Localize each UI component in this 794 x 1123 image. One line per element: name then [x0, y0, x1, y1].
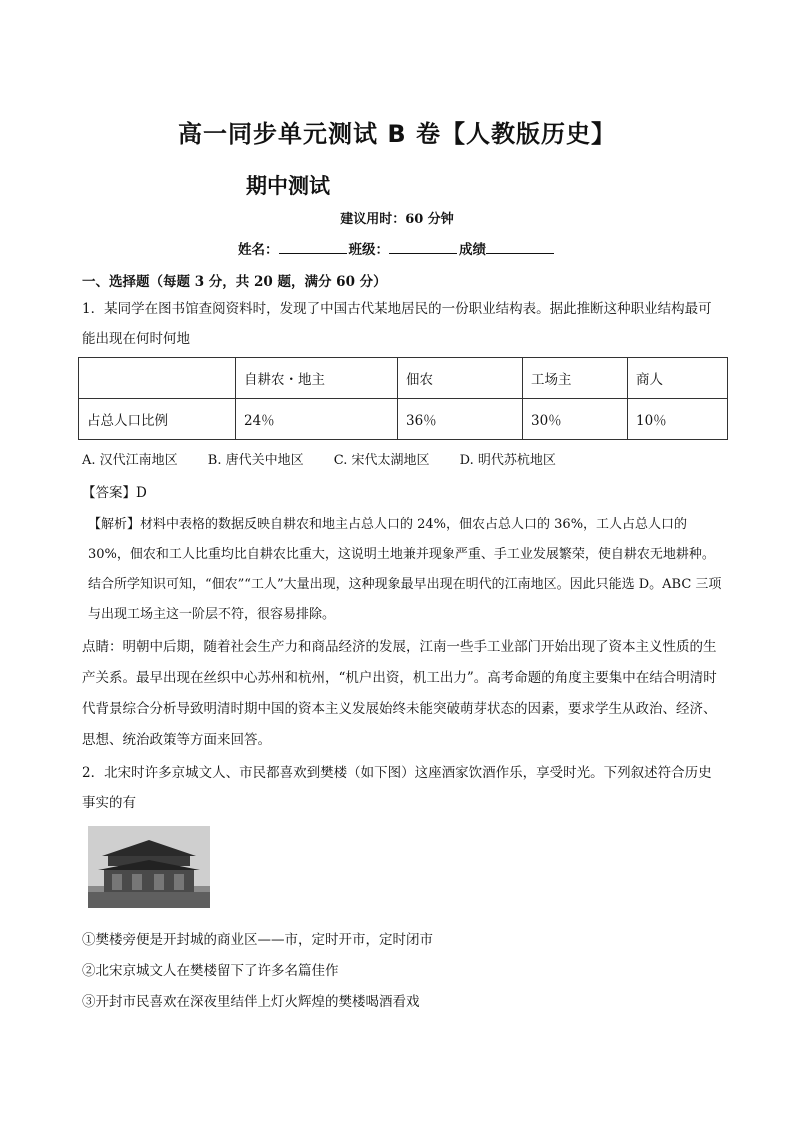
- question-1-stem: 1．某同学在图书馆查阅资料时，发现了中国古代某地居民的一份职业结构表。据此推断这种职业结构最可能出现在何时何地: [82, 301, 712, 347]
- question-1-answer: 【答案】D: [82, 485, 147, 501]
- suggested-time: 建议用时：60 分钟: [340, 212, 454, 227]
- table-row-label: 占总人口比例: [79, 399, 236, 440]
- score-label: 成绩: [459, 242, 486, 258]
- question-2-stem: 2．北宋时许多京城文人、市民都喜欢到樊楼（如下图）这座酒家饮酒作乐，享受时光。下列叙述符合历史事实的有: [82, 765, 712, 811]
- question-1-analysis: 【解析】材料中表格的数据反映自耕农和地主占总人口的 24%，佃农占总人口的 36%，工人占总人口的 30%，佃农和工人比重均比自耕农比重大，这说明土地兼并现象严重、手工业发展繁荣，使自耕农无地耕种。结合所学知识可知，“佃农”“工人”大量出现，这种现象最早出现在明代的江南地区。因此只能选 D。ABC 三项与出现工场主这一阶层不符，很容易排除。: [88, 517, 722, 622]
- table-header-row: [79, 358, 728, 399]
- statement-1: ①樊楼旁便是开封城的商业区——市，定时开市，定时闭市: [82, 932, 433, 948]
- name-blank[interactable]: [279, 241, 347, 254]
- section-heading: 一、选择题（每题 3 分，共 20 题，满分 60 分）: [82, 274, 387, 290]
- option-d[interactable]: D. 明代苏杭地区: [459, 453, 556, 468]
- statement-3: ③开封市民喜欢在深夜里结伴上灯火辉煌的樊楼喝酒看戏: [82, 994, 420, 1010]
- student-info-row: [0, 238, 794, 258]
- fan-tower-photo: [88, 826, 210, 908]
- exam-subtitle: 期中测试: [246, 174, 330, 198]
- question-1-note: 点睛：明朝中后期，随着社会生产力和商品经济的发展，江南一些手工业部门开始出现了资本主义性质的生产关系。最早出现在丝织中心苏州和杭州，“机户出资，机工出力”。高考命题的角度主要集中在结合明清时代背景综合分析导致明清时期中国的资本主义发展始终未能突破萌芽状态的因素，要求学生从政治、经济、思想、统治政策等方面来回答。: [82, 639, 717, 748]
- option-b[interactable]: B. 唐代关中地区: [207, 453, 304, 468]
- option-a[interactable]: A. 汉代江南地区: [82, 453, 178, 468]
- table-cell: 10％: [628, 399, 728, 440]
- class-label: 班级：: [348, 242, 389, 258]
- occupation-table: [78, 357, 728, 440]
- option-c[interactable]: C. 宋代太湖地区: [333, 453, 430, 468]
- table-header-cell: [79, 358, 236, 399]
- table-row: [79, 399, 728, 440]
- table-cell: 24％: [236, 399, 398, 440]
- score-blank[interactable]: [486, 241, 554, 254]
- class-blank[interactable]: [389, 241, 457, 254]
- table-cell: 36％: [398, 399, 523, 440]
- question-1-options: [82, 449, 582, 468]
- page-title: 高一同步单元测试 B 卷【人教版历史】: [177, 120, 616, 148]
- table-header-cell: 商人: [628, 358, 728, 399]
- table-header-cell: 自耕农・地主: [236, 358, 398, 399]
- name-label: 姓名：: [238, 242, 279, 258]
- statement-2: ②北宋京城文人在樊楼留下了许多名篇佳作: [82, 963, 339, 979]
- table-header-cell: 工场主: [523, 358, 628, 399]
- table-header-cell: 佃农: [398, 358, 523, 399]
- table-cell: 30％: [523, 399, 628, 440]
